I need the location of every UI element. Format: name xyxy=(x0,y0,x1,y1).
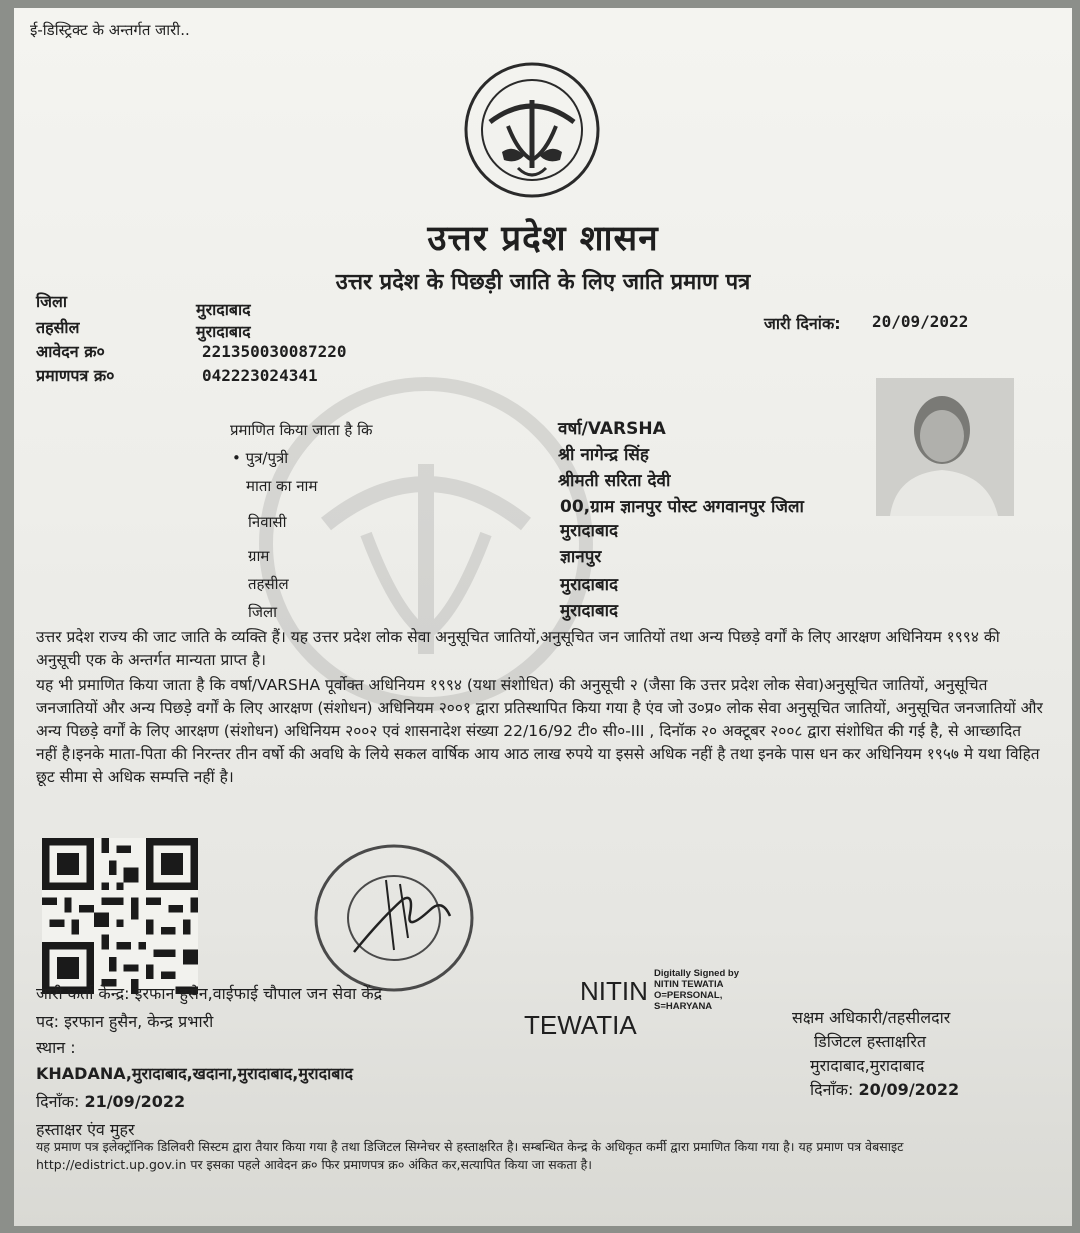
issuer-date-label: दिनाँक: xyxy=(36,1092,80,1111)
digital-state: S=HARYANA xyxy=(654,1001,713,1012)
application-number-label: आवेदन क्र० xyxy=(36,342,105,361)
digital-signer: NITIN TEWATIA xyxy=(654,979,724,990)
certificate-sheet xyxy=(14,8,1072,1226)
detail-tehsil-label: तहसील xyxy=(248,575,289,593)
resident-label: निवासी xyxy=(248,513,287,531)
tehsil-label: तहसील xyxy=(36,318,80,337)
father-name: श्री नागेन्द्र सिंह xyxy=(558,445,649,465)
applicant-name: वर्षा/VARSHA xyxy=(558,419,666,439)
applicant-photo xyxy=(876,378,1014,516)
state-emblem-icon xyxy=(462,60,602,200)
village-value: ज्ञानपुर xyxy=(560,547,602,567)
signer-name-line1: NITIN xyxy=(580,976,648,1006)
issue-date-value: 20/09/2022 xyxy=(872,312,969,331)
certification-paragraph: यह भी प्रमाणित किया जाता है कि वर्षा/VARSHA पूर्वोक्त अधिनियम १९९४ (यथा संशोधित) की अनुसूची २ (जैसा कि उत्तर प्रदेश लोक सेवा)अनुसूचित जातियों, अनुसूचित जनजातियों और अन्य पिछड़े वर्गों के लिए आरक्षण (संशोधन) अधिनियम २००१ द्वारा प्रतिस्थापित किया गया है एंव जो उ०प्र० लोक सेवा अनुसूचित जातियों, अनुसूचित जनजातियों और अन्य पिछड़े वर्गों के लिए आरक्षण (संशोधन) अधिनियम २००२ एवं शासनादेश संख्या 22/16/92 टी० सी०-III , दिनॉक २० अक्टूबर २००८ द्वारा संशोधित की गई है, से आच्छादित नहीं है।इनके माता-पिता की निरन्तर तीन वर्षो की अवधि के लिये सकल वार्षिक आय आठ लाख रुपये या इससे अधिक नहीं है तथा इनके पास धन कर अधिनियम १९५७ मे यथा विहित छूट सीमा से अधिक सम्पत्ति नहीं है। xyxy=(36,676,1043,786)
issuing-centre xyxy=(36,982,382,1004)
centre-seal-stamp xyxy=(310,840,478,996)
issuer-post-value: इरफान हुसैन, केन्द्र प्रभारी xyxy=(64,1012,214,1031)
detail-tehsil-value: मुरादाबाद xyxy=(560,575,619,595)
caste-statement-paragraph: उत्तर प्रदेश राज्य की जाट जाति के व्यक्ति हैं। यह उत्तर प्रदेश लोक सेवा अनुसूचित जातियों,अनुसूचित जन जातियों तथा अन्य पिछड़े वर्गों के लिए आरक्षण अधिनियम १९९४ की अनुसूची एक के अन्तर्गत मान्यता प्राप्त है। xyxy=(36,628,1000,669)
mother-name-label: माता का नाम xyxy=(246,477,318,495)
detail-district-value: मुरादाबाद xyxy=(560,601,619,621)
authority-location: मुरादाबाद,मुरादाबाद xyxy=(810,1056,925,1075)
digital-signature-block xyxy=(654,968,739,1012)
issuing-centre-label: जारी कर्ता केन्द्र: xyxy=(36,984,130,1003)
district-value: मुरादाबाद xyxy=(196,300,251,319)
issuer-post-label: पद: xyxy=(36,1012,59,1031)
certified-label: प्रमाणित किया जाता है कि xyxy=(230,421,373,439)
signature-and-seal-label: हस्ताक्षर एंव मुहर xyxy=(36,1120,135,1139)
issuer-date xyxy=(36,1090,185,1112)
verification-note: यह प्रमाण पत्र इलेक्ट्रॉनिक डिलिवरी सिस्टम द्वारा तैयार किया गया है तथा डिजिटल सिग्नेचर से हस्ताक्षरित है। सम्बन्धित केन्द्र के अधिकृत कर्मी द्वारा प्रमाणित किया गया है। यह प्रमाण पत्र वेबसाइट http://edistrict.up.gov.in पर इसका पहले आवेदन क्र० फिर प्रमाणपत्र क्र० अंकित कर,सत्यापित किया जा सकता है। xyxy=(36,1139,904,1172)
address-line: 00,ग्राम ज्ञानपुर पोस्ट अगवानपुर जिला xyxy=(560,497,804,517)
child-of-label: • पुत्र/पुत्री xyxy=(232,449,289,467)
issue-date-label: जारी दिनांक: xyxy=(764,314,841,333)
authority-date-label: दिनाँक: xyxy=(810,1080,854,1099)
resident-value: मुरादाबाद xyxy=(560,521,619,541)
digital-signed-by: Digitally Signed by xyxy=(654,968,739,979)
place-value: KHADANA,मुरादाबाद,खदाना,मुरादाबाद,मुरादाबाद xyxy=(36,1064,353,1083)
place-label: स्थान : xyxy=(36,1038,76,1057)
page-title: उत्तर प्रदेश शासन xyxy=(427,218,659,259)
header-note: ई-डिस्ट्रिक्ट के अन्तर्गत जारी.. xyxy=(30,21,190,39)
district-label: जिला xyxy=(36,292,68,311)
detail-district-label: जिला xyxy=(248,603,278,621)
signer-name-line2: TEWATIA xyxy=(524,1010,637,1040)
authority-date-value: 20/09/2022 xyxy=(858,1080,960,1099)
authority-date xyxy=(810,1078,959,1100)
certificate-subtitle: उत्तर प्रदेश के पिछड़ी जाति के लिए जाति प्रमाण पत्र xyxy=(335,270,751,295)
certificate-number-label: प्रमाणपत्र क्र० xyxy=(36,366,115,385)
authority-digital-signed: डिजिटल हस्ताक्षरित xyxy=(814,1032,926,1051)
digital-org: O=PERSONAL, xyxy=(654,990,723,1001)
issuer-post xyxy=(36,1010,213,1032)
tehsil-value: मुरादाबाद xyxy=(196,322,251,341)
village-label: ग्राम xyxy=(248,547,270,565)
issuer-date-value: 21/09/2022 xyxy=(84,1092,186,1111)
application-number-value: 221350030087220 xyxy=(202,342,347,361)
qr-code xyxy=(40,838,200,994)
certificate-number-value: 042223024341 xyxy=(202,366,318,385)
issuing-centre-value: इरफान हुसैन,वाईफाई चौपाल जन सेवा केंद्र xyxy=(134,984,383,1003)
mother-name: श्रीमती सरिता देवी xyxy=(558,471,671,491)
authority-title: सक्षम अधिकारी/तहसीलदार xyxy=(792,1008,951,1027)
